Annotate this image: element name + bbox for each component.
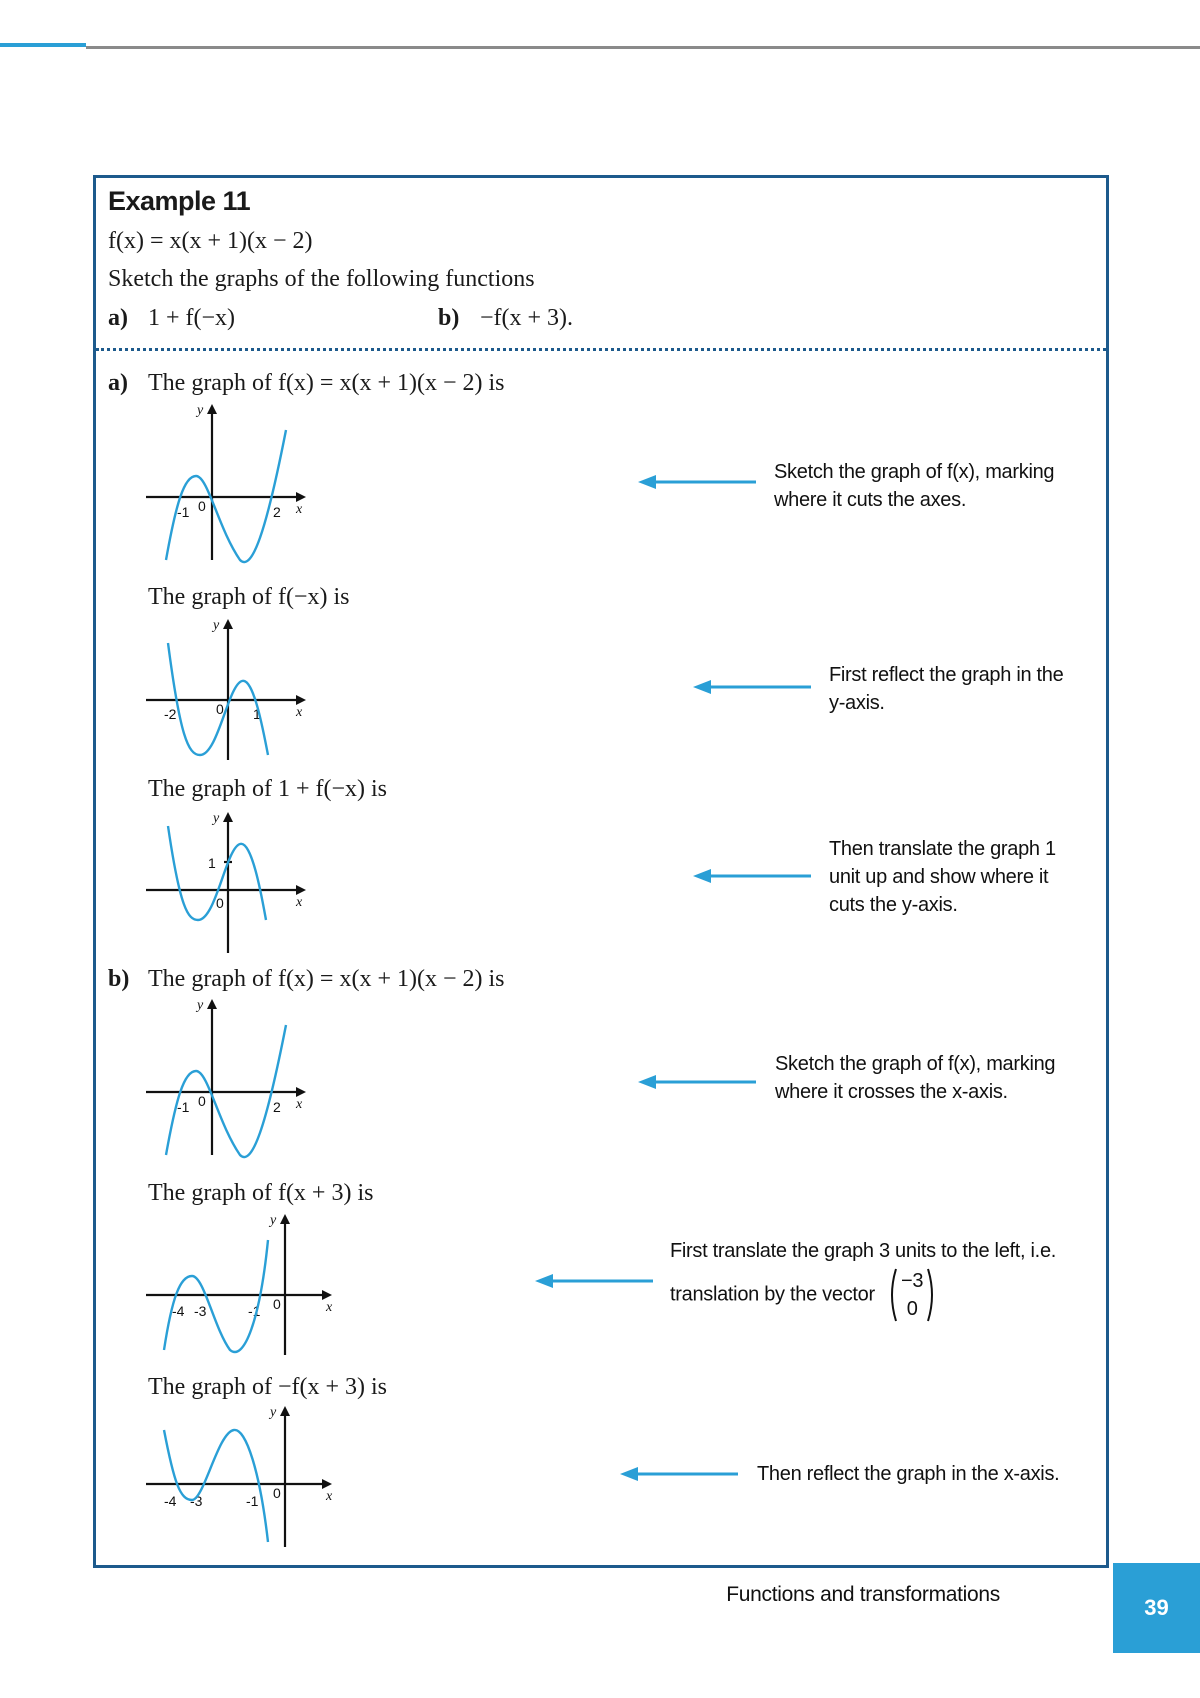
svg-text:-3: -3 [194, 1303, 207, 1319]
solution-a-step2-text: The graph of f(−x) is [148, 584, 350, 610]
dotted-separator [96, 348, 1106, 351]
arrow-note-a2 [693, 678, 811, 696]
svg-text:y: y [213, 618, 220, 633]
example-title: Example 11 [108, 186, 251, 216]
svg-text:0: 0 [198, 1093, 206, 1109]
svg-text:0: 0 [216, 701, 224, 717]
graph-neg-f-x-plus-3 [140, 1402, 340, 1552]
part-b-expression: −f(x + 3). [480, 305, 574, 331]
svg-text:-4: -4 [164, 1493, 177, 1509]
chapter-title: Functions and transformations [726, 1583, 1000, 1606]
vector-bottom: 0 [906, 1298, 918, 1320]
svg-text:-1: -1 [177, 504, 190, 520]
solution-b-step2-text: The graph of f(x + 3) is [148, 1180, 374, 1206]
graph-fx-a [140, 400, 320, 570]
page-number: 39 [1113, 1563, 1200, 1653]
note-a1: Sketch the graph of f(x), marking where it cuts the axes. [774, 461, 1055, 511]
part-a-label: a) [108, 305, 128, 331]
header-rule [86, 46, 1200, 49]
note-b3: Then reflect the graph in the x-axis. [757, 1463, 1060, 1485]
svg-text:0: 0 [273, 1296, 281, 1312]
note-a2: First reflect the graph in the y-axis. [829, 664, 1064, 714]
svg-text:-2: -2 [164, 706, 177, 722]
svg-text:x: x [326, 1300, 333, 1315]
svg-text:y: y [197, 998, 204, 1013]
instruction-text: Sketch the graphs of the following functions [108, 266, 535, 292]
graph-1-plus-f-neg-x [140, 808, 320, 958]
svg-text:1: 1 [208, 855, 216, 871]
svg-text:y: y [270, 1405, 277, 1420]
solution-b-step1-text: The graph of f(x) = x(x + 1)(x − 2) is [148, 966, 505, 992]
arrow-note-b3 [620, 1465, 738, 1483]
svg-text:2: 2 [273, 1099, 281, 1115]
header-accent-line [0, 43, 86, 47]
note-b2 [670, 1237, 1090, 1325]
arrow-note-a1 [638, 473, 756, 491]
solution-a-step1-text: The graph of f(x) = x(x + 1)(x − 2) is [148, 370, 505, 396]
translation-vector [886, 1265, 938, 1325]
function-definition: f(x) = x(x + 1)(x − 2) [108, 228, 313, 254]
svg-text:-1: -1 [248, 1303, 261, 1319]
solution-b-label: b) [108, 966, 130, 992]
arrow-note-b1 [638, 1073, 756, 1091]
svg-text:-1: -1 [177, 1099, 190, 1115]
svg-text:-1: -1 [246, 1493, 259, 1509]
part-a-expression: 1 + f(−x) [148, 305, 236, 331]
solution-a-label: a) [108, 370, 128, 396]
svg-text:y: y [213, 811, 220, 826]
svg-text:0: 0 [216, 895, 224, 911]
vector-top: −3 [901, 1270, 924, 1292]
graph-fx-b [140, 995, 320, 1165]
arrow-note-a3 [693, 867, 811, 885]
svg-text:x: x [296, 502, 303, 517]
svg-text:1: 1 [253, 706, 261, 722]
arrow-note-b2 [535, 1272, 653, 1290]
svg-text:-4: -4 [172, 1303, 185, 1319]
svg-text:x: x [326, 1489, 333, 1504]
graph-f-x-plus-3 [140, 1210, 340, 1360]
svg-text:-3: -3 [190, 1493, 203, 1509]
svg-text:0: 0 [198, 498, 206, 514]
note-b2-text: First translate the graph 3 units to the left, i.e. translation by the vector [670, 1240, 1057, 1306]
note-a3: Then translate the graph 1 unit up and show where it cuts the y-axis. [829, 838, 1056, 916]
graph-f-neg-x [140, 615, 320, 765]
svg-text:0: 0 [273, 1485, 281, 1501]
part-b-label: b) [438, 305, 460, 331]
svg-text:2: 2 [273, 504, 281, 520]
svg-text:x: x [296, 1097, 303, 1112]
svg-text:y: y [270, 1213, 277, 1228]
solution-a-step3-text: The graph of 1 + f(−x) is [148, 776, 388, 802]
svg-text:x: x [296, 895, 303, 910]
solution-b-step3-text: The graph of −f(x + 3) is [148, 1374, 388, 1400]
svg-text:y: y [197, 403, 204, 418]
svg-text:x: x [296, 705, 303, 720]
note-b1: Sketch the graph of f(x), marking where it crosses the x-axis. [775, 1053, 1056, 1103]
